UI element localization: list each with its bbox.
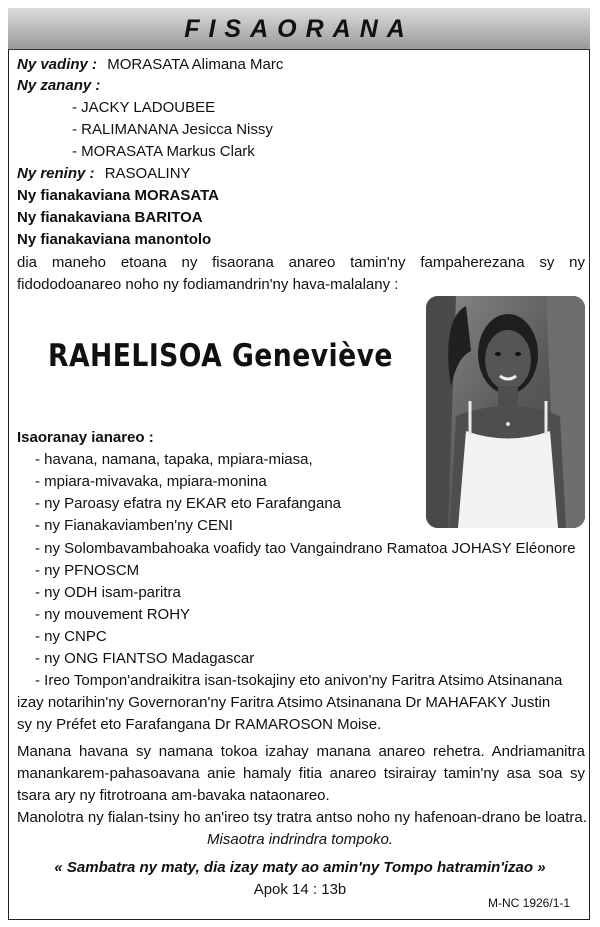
deceased-name: RAHELISOA Geneviève xyxy=(48,338,393,374)
header-banner xyxy=(8,8,590,50)
child-item: - MORASATA Markus Clark xyxy=(72,143,255,160)
closing-line: tsara ary ny fitrotroana am-bavaka nataonareo. xyxy=(17,787,330,804)
closing-line: manankarem-pahasoavana anie hamaly fitia anareo tsirairay tamin'ny asa soa sy xyxy=(17,765,585,782)
thanks-item: - havana, namana, tapaka, mpiara-miasa, xyxy=(35,451,313,468)
family-line: Ny fianakaviana manontolo xyxy=(17,231,212,248)
child-item: - JACKY LADOUBEE xyxy=(72,99,216,116)
intro-line: dia maneho etoana ny fisaorana anareo tamin'ny fampaherezana sy ny xyxy=(17,254,585,271)
mother-line xyxy=(17,164,191,184)
thanks-item: - ny mouvement ROHY xyxy=(35,606,191,623)
thanks-item: - Ireo Tompon'andraikitra isan-tsokajiny eto anivon'ny Faritra Atsimo Atsinanana xyxy=(35,672,563,689)
thanks-item: - ny Paroasy efatra ny EKAR eto Farafangana xyxy=(35,495,341,512)
closing-line: Manolotra ny fialan-tsiny ho an'ireo tsy tratra antso noho ny hafenoan-drano be loatra. xyxy=(17,809,587,826)
signoff: Misaotra indrindra tompoko. xyxy=(207,831,393,848)
thanks-item: - ny Fianakaviamben'ny CENI xyxy=(35,517,233,534)
mother-name: RASOALINY xyxy=(104,165,191,182)
spouse-name: MORASATA Alimana Marc xyxy=(107,56,284,73)
thanks-continuation: izay notarihin'ny Governoran'ny Faritra Atsimo Atsinanana Dr MAHAFAKY Justin xyxy=(17,694,551,711)
thanks-item: - ny CNPC xyxy=(35,628,107,645)
spouse-label: Ny vadiny : xyxy=(17,56,98,73)
thanks-item: - ny ONG FIANTSO Madagascar xyxy=(35,650,255,667)
thanks-item: - ny PFNOSCM xyxy=(35,562,140,579)
family-line: Ny fianakaviana BARITOA xyxy=(17,209,203,226)
thanks-item: - mpiara-mivavaka, mpiara-monina xyxy=(35,473,267,490)
thanks-item: - ny ODH isam-paritra xyxy=(35,584,181,601)
closing-line: Manana havana sy namana tokoa izahay manana anareo rehetra. Andriamanitra xyxy=(17,743,585,760)
spouse-line xyxy=(17,55,283,75)
bible-quote: « Sambatra ny maty, dia izay maty ao amin'ny Tompo hatramin'izao » xyxy=(54,859,546,876)
child-item: - RALIMANANA Jesicca Nissy xyxy=(72,121,273,138)
quote-reference: Apok 14 : 13b xyxy=(253,881,347,898)
children-label: Ny zanany : xyxy=(17,77,101,94)
thanks-continuation: sy ny Préfet eto Farafangana Dr RAMAROSON Moise. xyxy=(17,716,382,733)
intro-line: fidododoanareo noho ny fodiamandrin'ny hava-malalany : xyxy=(17,276,399,293)
mother-label: Ny reniny : xyxy=(17,165,95,182)
portrait-photo xyxy=(426,296,585,528)
thanks-item: - ny Solombavambahoaka voafidy tao Vangaindrano Ramatoa JOHASY Eléonore xyxy=(35,540,576,557)
thanks-heading: Isaoranay ianareo : xyxy=(17,429,154,446)
family-line: Ny fianakaviana MORASATA xyxy=(17,187,219,204)
reference-code: M-NC 1926/1-1 xyxy=(488,896,571,910)
page-title: FISAORANA xyxy=(184,15,414,43)
